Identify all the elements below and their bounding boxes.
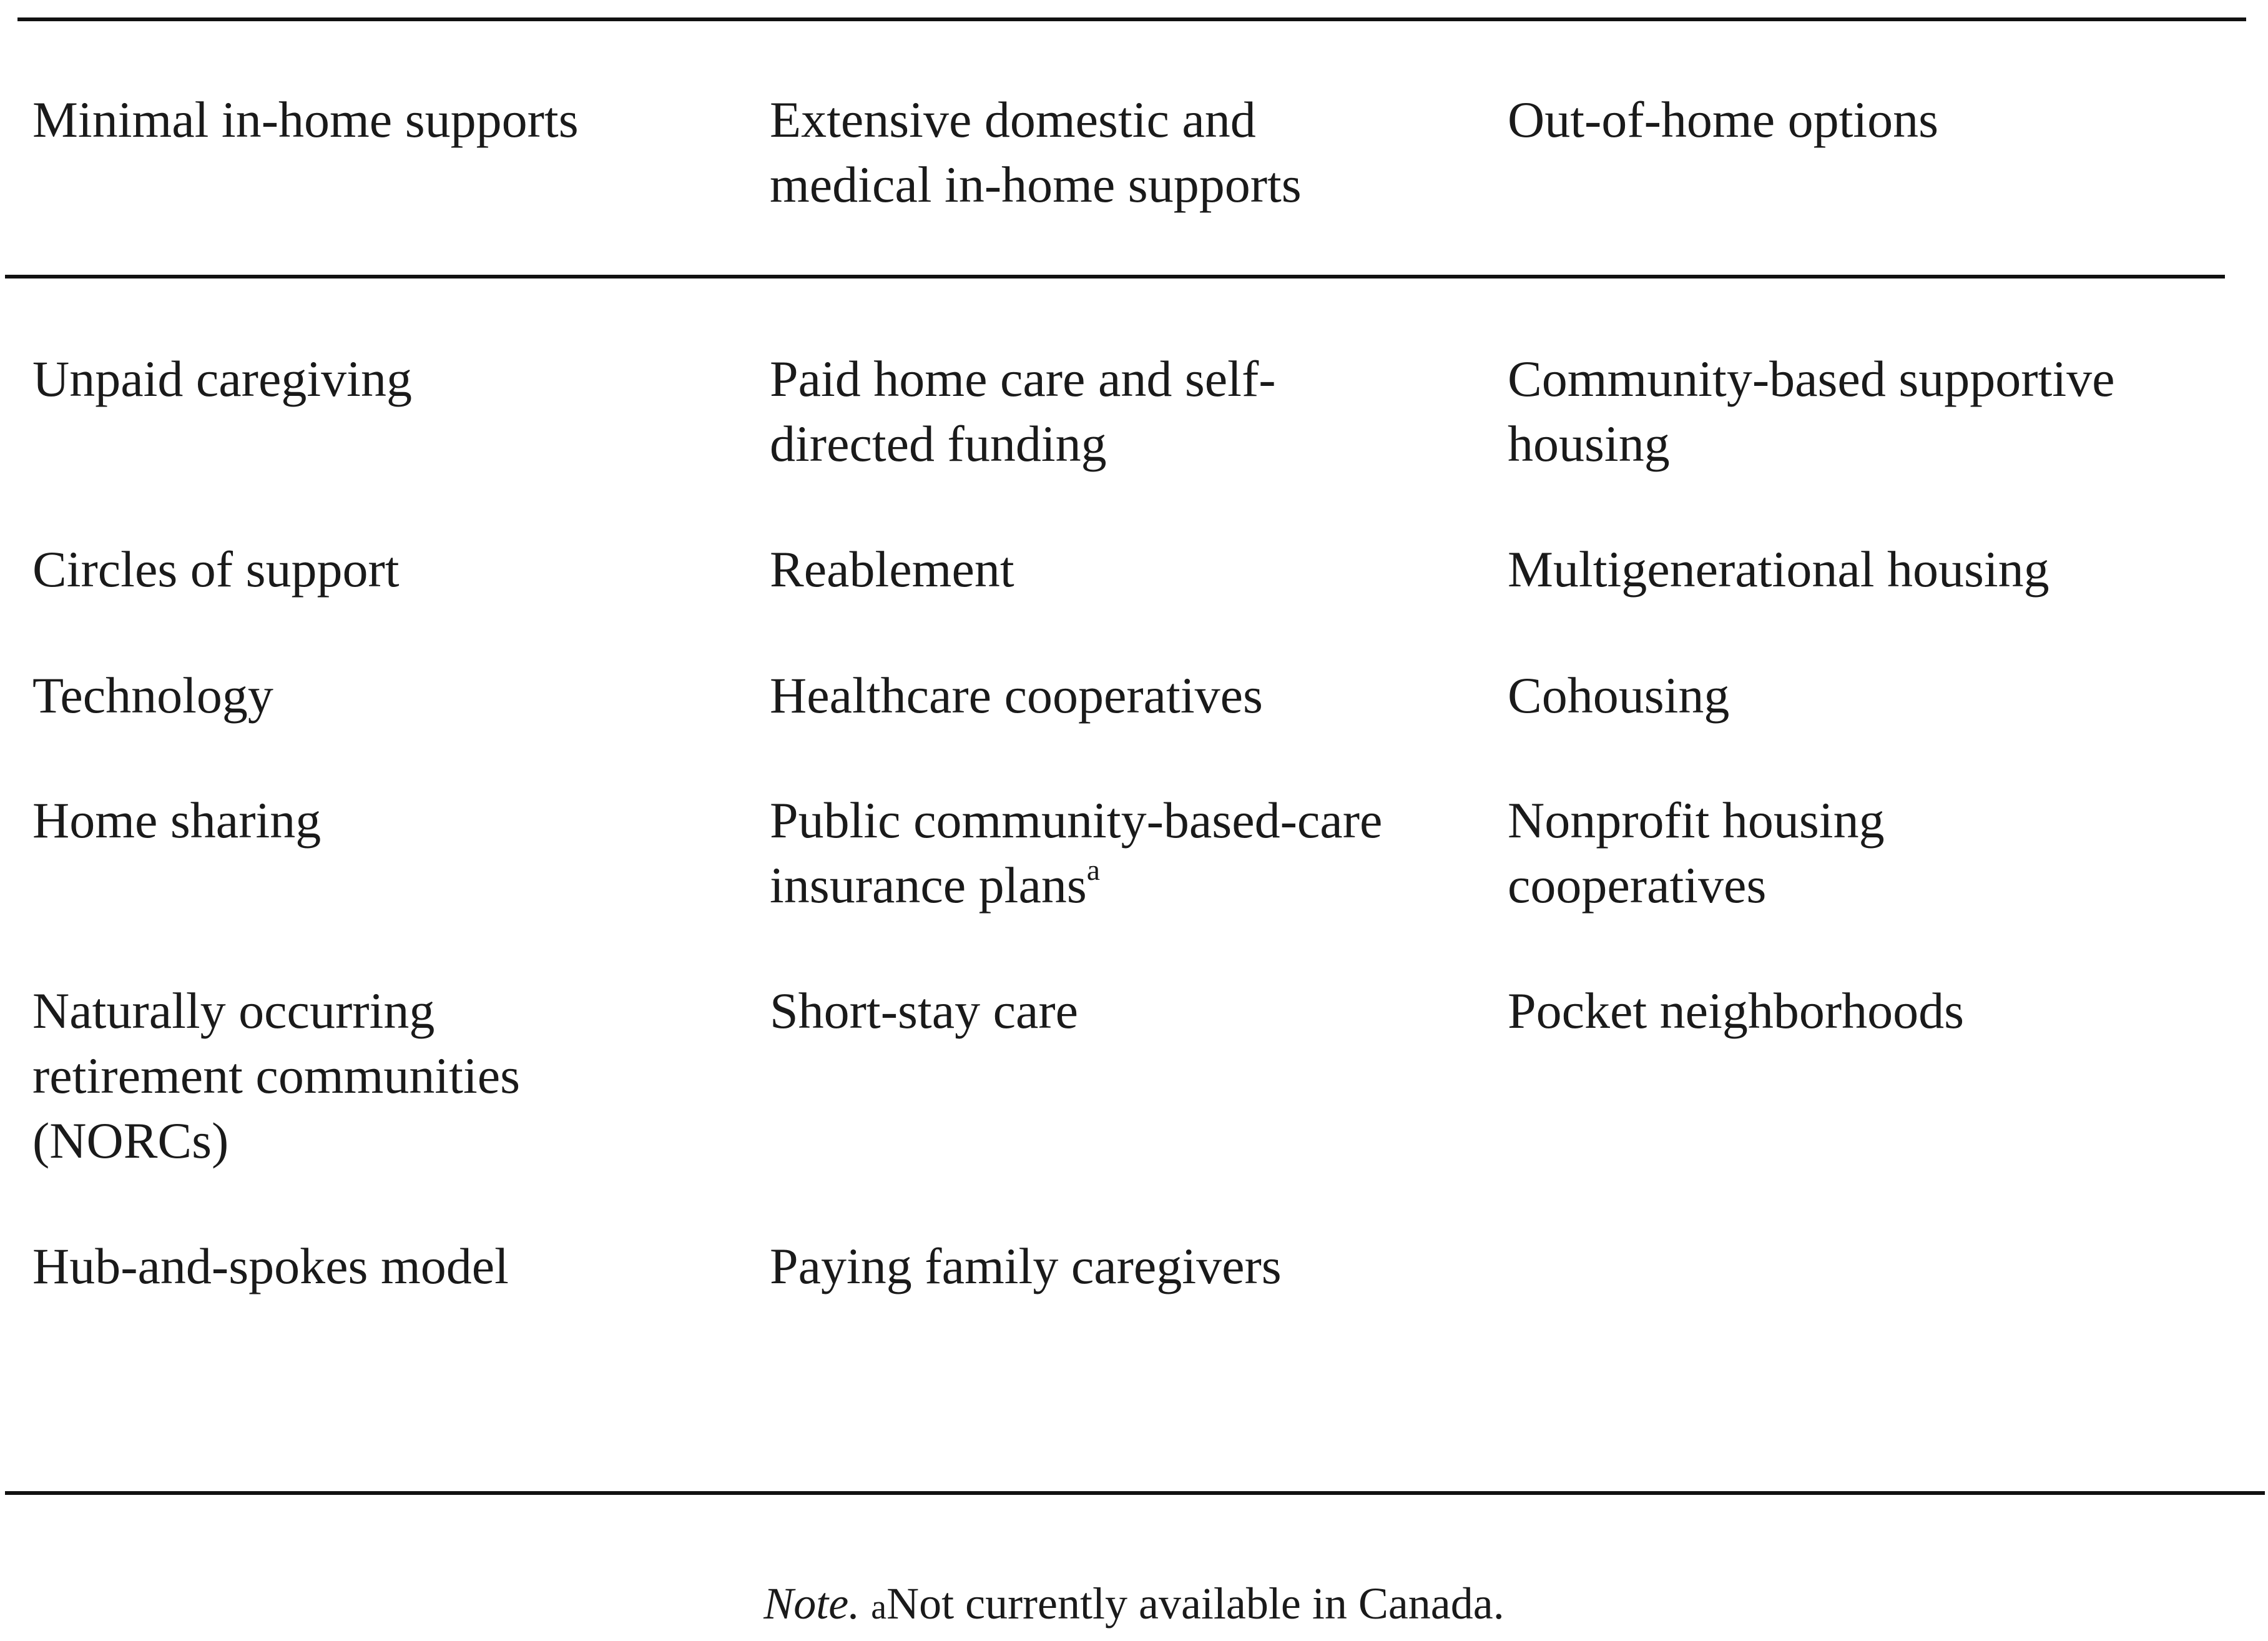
header-extensive-in-home-supports: Extensive domestic and medical in-home supports (770, 91, 1302, 213)
table-cell: Community-based supportive housing (1508, 350, 2115, 472)
table-cell: Multigenerational housing (1508, 541, 2050, 598)
header-minimal-in-home-supports: Minimal in-home supports (32, 91, 579, 148)
table-cell: Technology (32, 667, 273, 724)
table-header-rule (5, 275, 2225, 278)
table-cell: Hub-and-spokes model (32, 1238, 509, 1294)
table-cell: Reablement (770, 541, 1014, 598)
table-cell: Healthcare cooperatives (770, 667, 1263, 724)
table-cell: Naturally occurring retirement communities (NORCs) (32, 982, 521, 1169)
table-note (0, 1572, 2268, 1639)
note-footnote-marker: a (871, 1588, 887, 1627)
table-cell: Unpaid caregiving (32, 350, 412, 407)
table-cell: Short-stay care (770, 982, 1079, 1039)
table-cell: Public community-based-care insurance plans$^a$ (770, 792, 1383, 914)
header-out-of-home-options: Out-of-home options (1508, 91, 1939, 148)
footnote-marker: a (1086, 853, 1101, 887)
table-bottom-rule (5, 1491, 2265, 1495)
table-cell: Cohousing (1508, 667, 1730, 724)
table-cell: Circles of support (32, 541, 400, 598)
table-cell: Pocket neighborhoods (1508, 982, 1965, 1039)
table-top-rule (17, 17, 2246, 21)
note-label: Note. (763, 1579, 860, 1629)
table-cell: Nonprofit housing cooperatives (1508, 792, 1885, 914)
table-cell: Home sharing (32, 792, 322, 849)
table-cell: Paying family caregivers (770, 1238, 1282, 1294)
table-cell: Paid home care and self- directed funding (770, 350, 1276, 472)
note-text: Not currently available in Canada. (886, 1579, 1505, 1629)
